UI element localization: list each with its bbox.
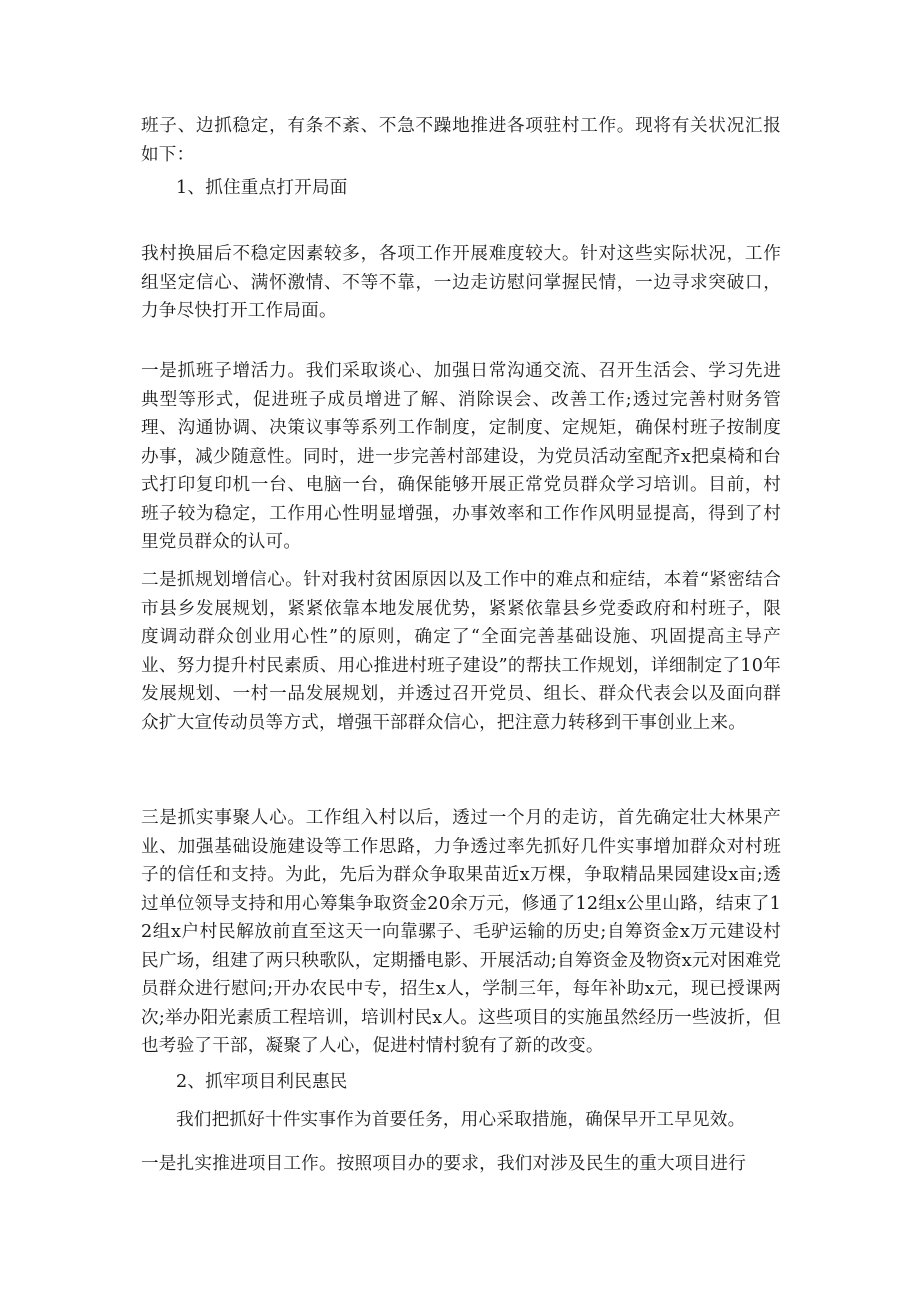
item-1-paragraph: 一是抓班子增活力。我们采取谈心、加强日常沟通交流、召开生活会、学习先进典型等形式，促进班子成员增进了解、消除误会、改善工作;透过完善村财务管理、沟通协调、决策议事等系列工作制度，定制度、定规矩，确保村班子按制度办事，减少随意性。同时，进一步完善村部建设，为党员活动室配齐x把桌椅和台式打印复印机一台、电脑一台，确保能够开展正常党员群众学习培训。目前，村班子较为稳定，工作用心性明显增强，办事效率和工作作风明显提高，得到了村里党员群众的认可。: [141, 361, 781, 552]
section-heading-1: 1、抓住重点打开局面: [176, 178, 348, 198]
section-2-paragraph: 我们把抓好十件实事作为首要任务，用心采取措施，确保早开工早见效。: [176, 1110, 746, 1130]
section-2-item-1-paragraph: 一是扎实推进项目工作。按照项目办的要求，我们对涉及民生的重大项目进行: [141, 1154, 746, 1174]
item-3-paragraph: 三是抓实事聚人心。工作组入村以后，透过一个月的走访，首先确定壮大林果产业、加强基础设施建设等工作思路，力争透过率先抓好几件实事增加群众对村班子的信任和支持。为此，先后为群众争取果苗近x万棵，争取精品果园建设x亩;透过单位领导支持和用心筹集争取资金20余万元，修通了12组x公里山路，结束了12组x户村民解放前直至这天一向靠骡子、毛驴运输的历史;自筹资金x万元建设村民广场，组建了两只秧歌队，定期播电影、开展活动;自筹资金及物资x元对困难党员群众进行慰问;开办农民中专，招生x人，学制三年，每年补助x元，现已授课两次;举办阳光素质工程培训，培训村民x人。这些项目的实施虽然经历一些波折，但也考验了干部，凝聚了人心，促进村情村貌有了新的改变。: [141, 808, 781, 1056]
section-heading-2: 2、抓牢项目利民惠民: [176, 1072, 348, 1092]
section-1-paragraph: 我村换届后不稳定因素较多，各项工作开展难度较大。针对这些实际状况，工作组坚定信心、满怀激情、不等不靠，一边走访慰问掌握民情，一边寻求突破口，力争尽快打开工作局面。: [141, 244, 781, 321]
item-2-paragraph: 二是抓规划增信心。针对我村贫困原因以及工作中的难点和症结，本着“紧密结合市县乡发展规划，紧紧依靠本地发展优势，紧紧依靠县乡党委政府和村班子，限度调动群众创业用心性”的原则，确定了“全面完善基础设施、巩固提高主导产业、努力提升村民素质、用心推进村班子建设”的帮扶工作规划，详细制定了10年发展规划、一村一品发展规划，并透过召开党员、组长、群众代表会以及面向群众扩大宣传动员等方式，增强干部群众信心，把注意力转移到干事创业上来。: [141, 570, 781, 733]
intro-paragraph: 班子、边抓稳定，有条不紊、不急不躁地推进各项驻村工作。现将有关状况汇报如下：: [141, 116, 781, 165]
